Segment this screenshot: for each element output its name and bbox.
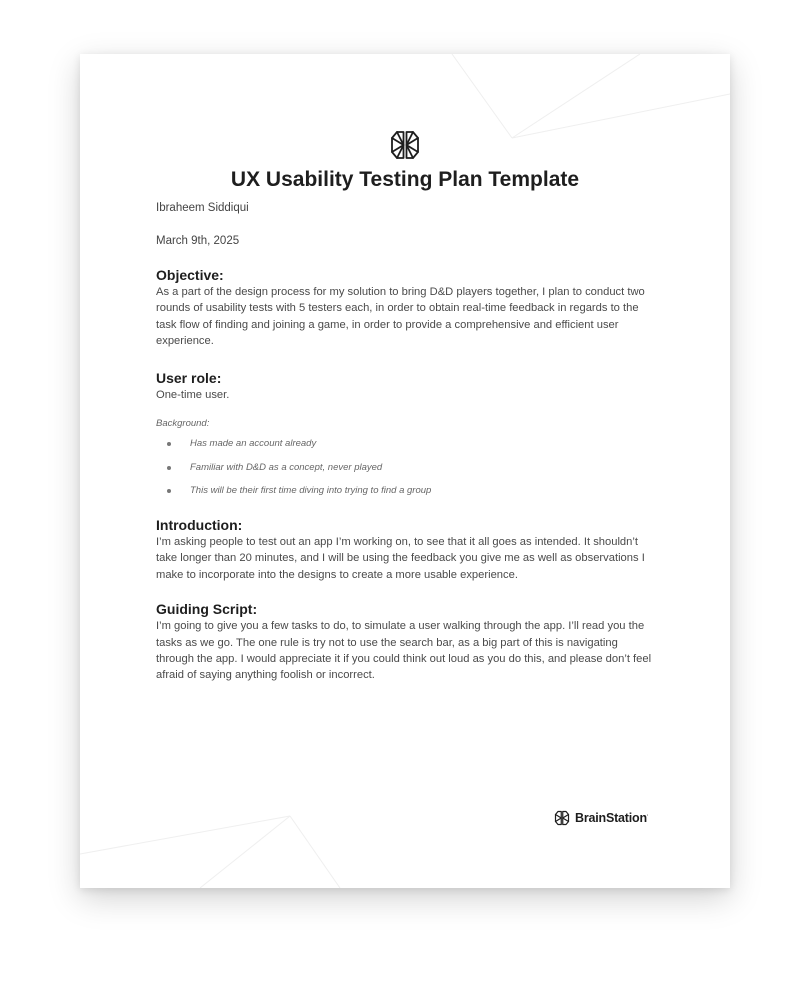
list-item-text: This will be their first time diving into trying to find a group [190, 485, 432, 497]
objective-body: As a part of the design process for my solution to bring D&D players together, I plan to conduct two rounds of usability tests with 5 testers each, in order to obtain real-time feedback in regards to the task flow of finding and joining a game, in order to provide a comprehensive and efficient user experience. [156, 286, 645, 348]
guiding-script-heading: Guiding Script: [156, 601, 258, 618]
section-guiding-script [156, 600, 656, 684]
list-item-text: Has made an account already [190, 438, 317, 450]
user-role-body: One-time user. [156, 388, 230, 401]
brain-icon [554, 810, 570, 826]
list-item-text: Familiar with D&D as a concept, never played [190, 461, 383, 473]
brainstation-brand-footer [554, 808, 648, 828]
introduction-heading: Introduction: [156, 517, 243, 534]
section-objective [156, 266, 656, 350]
bullet-icon [167, 489, 171, 493]
brain-icon [389, 129, 421, 161]
section-user-role [156, 369, 656, 498]
brand-mark: ’ [646, 815, 649, 821]
bullet-icon [167, 442, 171, 446]
list-item [156, 484, 656, 498]
background-label: Background: [156, 418, 210, 430]
guiding-script-body: I’m going to give you a few tasks to do, to simulate a user walking through the app. I’ll read you the tasks as we go. The one rule is try not to use the search bar, as a big part of this is navigating through the app. I would appreciate it if you could think out loud as you do this, and please don’t feel afraid of saying anything foolish or incorrect. [156, 620, 652, 682]
bullet-icon [167, 466, 171, 470]
user-role-heading: User role: [156, 369, 222, 386]
brand-name: BrainStation [575, 811, 647, 825]
section-introduction [156, 516, 656, 583]
introduction-body: I’m asking people to test out an app I’m working on, to see that it all goes as intended. It shouldn’t take longer than 20 minutes, and I will be using the feedback you give me as well as observations I make to incorporate into the designs to create a more usable experience. [156, 536, 645, 581]
brainstation-logo-top [389, 129, 421, 161]
document-date: March 9th, 2025 [156, 235, 240, 247]
document-page [80, 54, 730, 888]
list-item [156, 437, 656, 451]
author-name: Ibraheem Siddiqui [156, 202, 249, 214]
list-item [156, 461, 656, 475]
document-body [156, 200, 656, 684]
document-title: UX Usability Testing Plan Template [230, 168, 580, 191]
objective-heading: Objective: [156, 267, 224, 283]
background-list [156, 437, 656, 498]
